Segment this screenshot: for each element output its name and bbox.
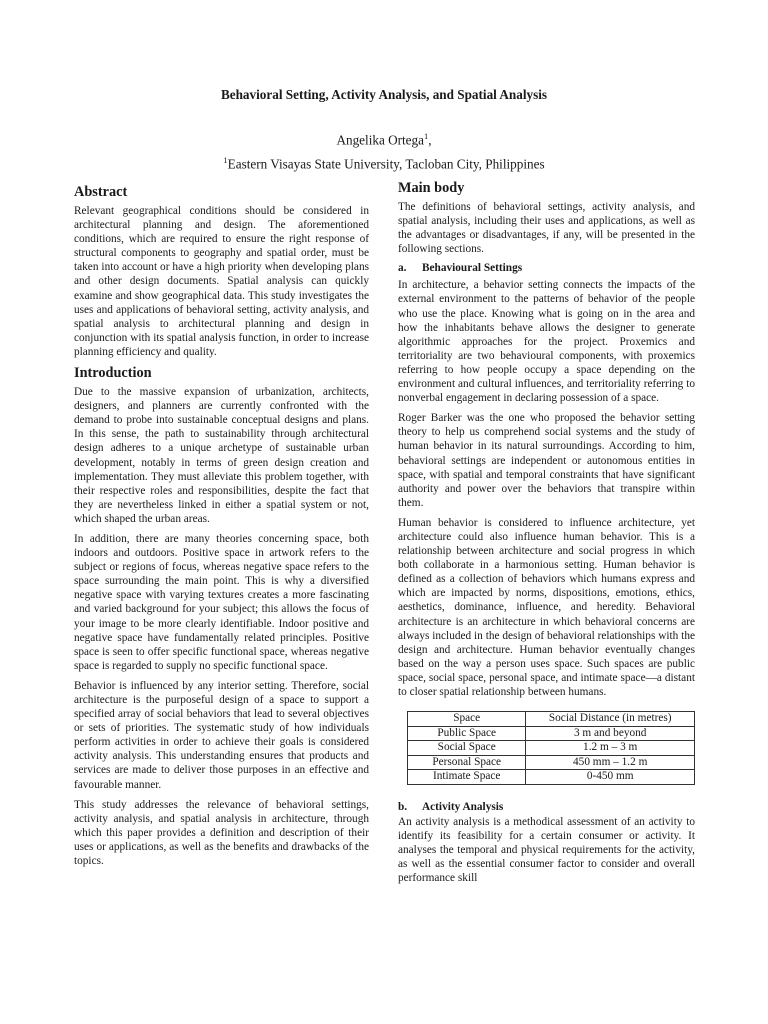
main-body-heading: Main body — [398, 180, 465, 196]
author-line — [0, 126, 768, 150]
affiliation-line — [0, 150, 768, 174]
right-column — [398, 180, 695, 891]
section-b-paragraph: An activity analysis is a methodical assessment of an activity to identify its feasibility for a certain consumer or activity. It analyses the temporal and physical requirements for the activity, as well as the essential consumer factor to consider and overall performance skill — [398, 815, 695, 884]
table-cell: Intimate Space — [408, 770, 526, 785]
affiliation-text: Eastern Visayas State University, Tacloban City, Philippines — [227, 156, 545, 172]
table-row — [408, 755, 695, 770]
section-a-paragraph: In architecture, a behavior setting connects the impacts of the external environment to the patterns of behavior of the people who use the place. Knowing what is going on in the area and how the inhabitants behave allows the designer to generate algorithmic approaches for the project. Proxemics and territoriality are two behavioural components, with proxemics referring to how people occupy a space depending on the environment and cultural influences, and territoriality referring to nonverbal engagement in declaring possession of a space. — [398, 279, 695, 405]
table-header-row — [408, 712, 695, 727]
table-row — [408, 770, 695, 785]
author-affiliation-mark: 1 — [423, 131, 429, 141]
abstract-heading: Abstract — [74, 184, 128, 200]
intro-paragraph: Due to the massive expansion of urbanization, architects, designers, and planners are currently confronted with the demand to probe into sustainable conceptual designs and plans. In this sense, the path to sustainability through architectural design adheres to a unique archetype of sustainable urban development, notably in terms of green design creation and implementation. They must alleviate this problem together, with their respective roles and responsibilities, despite the fact that they are nevertheless linked in either a spatial system or not, which shaped the urban areas. — [74, 386, 369, 525]
section-a-title: Behavioural Settings — [422, 262, 523, 275]
intro-paragraph: In addition, there are many theories concerning space, both indoors and outdoors. Positive space in artwork refers to the subject or regions of focus, whereas negative space refers to the space surrounding the main point. This is why a diversified negative space with varying textures creates a more fascinating and varied background for your subject; this allows the focus of your image to be more clearly identifiable. Indoor positive and negative space have fundamentally related principles. Positive space is seen to offer specific functional space, whereas negative space is regarded to supply no specific functional space. — [74, 532, 369, 672]
table-cell: Social Space — [408, 741, 526, 756]
section-a-label: a. — [398, 262, 407, 275]
author-name: Angelika Ortega — [336, 132, 424, 148]
author-suffix: , — [428, 132, 432, 148]
table-cell: 3 m and beyond — [526, 726, 695, 741]
social-distance-table — [407, 711, 695, 785]
intro-paragraph: Behavior is influenced by any interior setting. Therefore, social architecture is the purposeful design of a space to support a specified array of social behaviors that lead to several objectives or sets of priorities. The systematic study of how individuals perform activities in order to achieve their goals is considered activity analysis. This understanding ensures that products and services are made to deliver those purposes in an effective and favourable manner. — [74, 679, 369, 791]
table-row — [408, 741, 695, 756]
table-header-cell: Social Distance (in metres) — [526, 712, 695, 727]
paper-title: Behavioral Setting, Activity Analysis, and Spatial Analysis — [220, 87, 548, 102]
section-a-paragraph: Roger Barker was the one who proposed the behavior setting theory to help us comprehend social systems and the study of human behavior in its natural surroundings. According to him, behavioral settings are independent or autonomous entities in space, with spatial and temporal constraints that have significant authority and power over the behaviors that transpire within them. — [398, 412, 695, 509]
intro-paragraph: This study addresses the relevance of behavioral settings, activity analysis, and spatial analysis in architecture, through which this paper provides a definition and description of their uses or applications, as well as the benefits and drawbacks of the topics. — [74, 798, 369, 868]
table-header-cell: Space — [408, 712, 526, 727]
main-body-intro: The definitions of behavioral settings, activity analysis, and spatial analysis, including their uses and applications, as well as the advantages or disadvantages, if any, will be presented in the following sections. — [398, 201, 695, 256]
table-row — [408, 726, 695, 741]
left-column — [74, 184, 369, 874]
affiliation-mark: 1 — [223, 155, 228, 166]
section-a-paragraph: Human behavior is considered to influence architecture, yet architecture could also influence human behavior. This is a relationship between architecture and social progress in which both collaborate in a harmonious setting. Human behavior is defined as a collection of behaviors which humans express and which are impacted by norms, dispositions, emotions, ethics, aesthetics, dominance, influence, and heredity. Behavioral architecture is an architecture in which behavioral concerns are always included in the design of behavioral relationships with the design and architecture. Human behavior eventually changes based on the way a person uses space. Such spaces are public space, social space, personal space, and intimate space—a distant to closer spatial relationship between humans. — [398, 516, 695, 698]
introduction-heading: Introduction — [74, 365, 152, 382]
table-cell: 450 mm – 1.2 m — [526, 755, 695, 770]
table-cell: 0-450 mm — [526, 770, 695, 785]
section-a-heading — [398, 262, 695, 274]
table-cell: Public Space — [408, 726, 526, 741]
section-b-heading — [398, 801, 695, 813]
table-cell: Personal Space — [408, 755, 526, 770]
section-b-label: b. — [398, 800, 408, 813]
author-block — [0, 126, 768, 175]
table-cell: 1.2 m – 3 m — [526, 741, 695, 756]
section-b-title: Activity Analysis — [422, 800, 504, 813]
abstract-paragraph: Relevant geographical conditions should be considered in architectural planning and design. The aforementioned conditions, which are required to ensure the right response of structural components to geography and spatial order, must be taken into account or have a high priority when developing plans and other design documents. Spatial analysis can quickly examine and show geographical data. This study investigates the uses and applications of behavioral setting, activity analysis, and spatial analysis to architectural planning and design in conjunction with its spatial analysis function, in order to increase planning efficiency and quality. — [74, 205, 369, 358]
